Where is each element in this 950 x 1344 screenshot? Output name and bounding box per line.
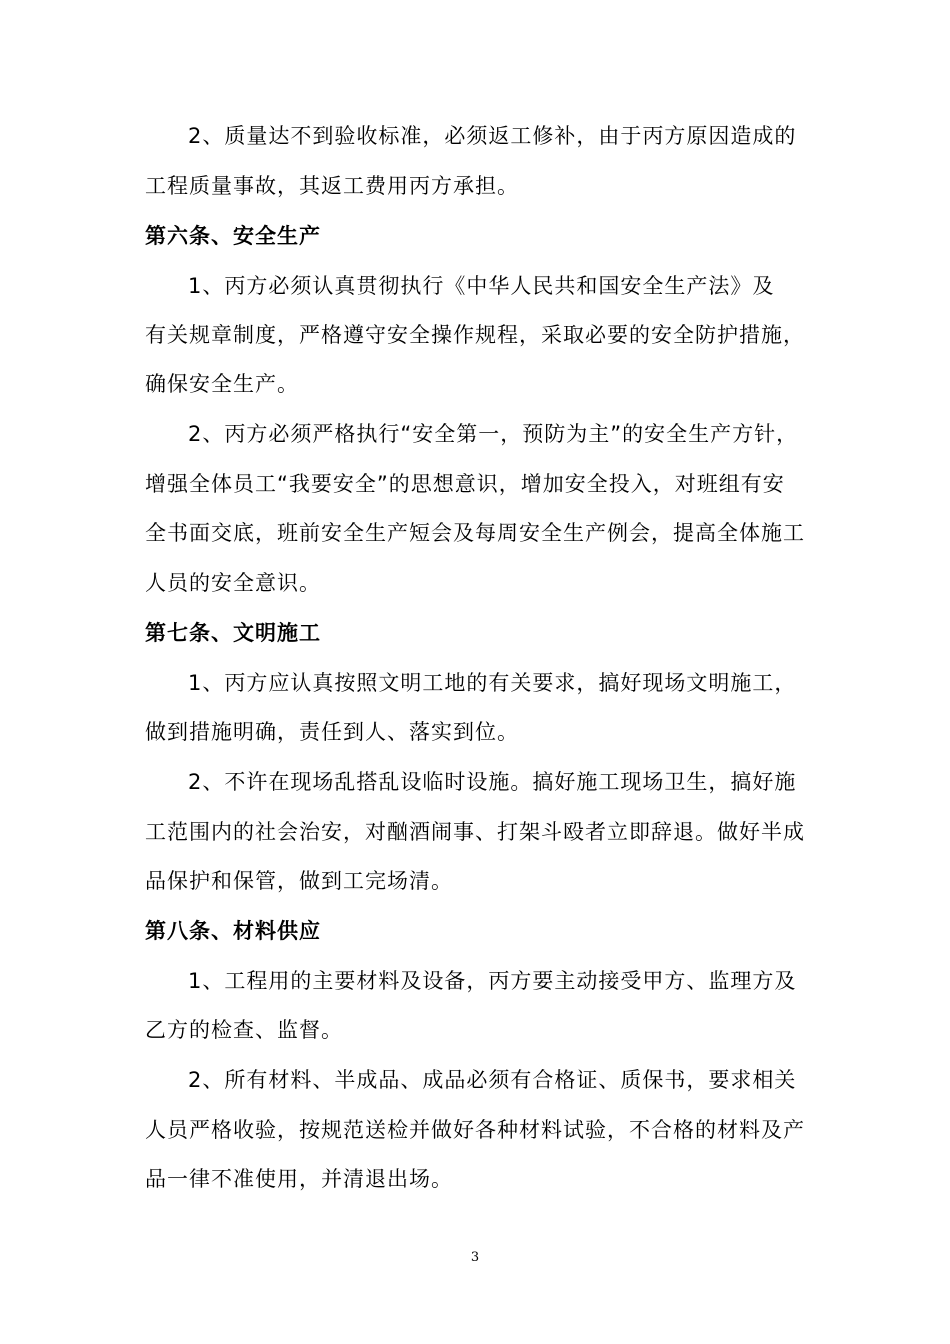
- section-heading: 第六条、安全生产: [145, 224, 321, 248]
- paragraph-line: 1、工程用的主要材料及设备，丙方要主动接受甲方、监理方及: [188, 969, 797, 993]
- paragraph-line: 品保护和保管，做到工完场清。: [145, 869, 453, 893]
- page-number: 3: [470, 1250, 480, 1265]
- paragraph-line: 2、所有材料、半成品、成品必须有合格证、质保书，要求相关: [188, 1068, 797, 1092]
- paragraph-line: 1、丙方应认真按照文明工地的有关要求，搞好现场文明施工，: [188, 671, 797, 695]
- paragraph-line: 做到措施明确，责任到人、落实到位。: [145, 720, 519, 744]
- paragraph-line: 乙方的检查、监督。: [145, 1018, 343, 1042]
- paragraph-line: 增强全体员工“我要安全”的思想意识，增加安全投入，对班组有安: [145, 472, 785, 496]
- paragraph-line: 工程质量事故，其返工费用丙方承担。: [145, 174, 519, 198]
- paragraph-line: 品一律不准使用，并清退出场。: [145, 1167, 453, 1191]
- paragraph-line: 工范围内的社会治安，对酗酒闹事、打架斗殴者立即辞退。做好半成: [145, 820, 805, 844]
- paragraph-line: 2、丙方必须严格执行“安全第一，预防为主”的安全生产方针，: [188, 422, 799, 446]
- paragraph-line: 确保安全生产。: [145, 372, 299, 396]
- paragraph-line: 有关规章制度，严格遵守安全操作规程，采取必要的安全防护措施，: [145, 323, 805, 347]
- paragraph-line: 人员的安全意识。: [145, 571, 321, 595]
- paragraph-line: 人员严格收验，按规范送检并做好各种材料试验，不合格的材料及产: [145, 1118, 805, 1142]
- paragraph-line: 2、质量达不到验收标准，必须返工修补，由于丙方原因造成的: [188, 124, 797, 148]
- paragraph-line: 全书面交底，班前安全生产短会及每周安全生产例会，提高全体施工: [145, 521, 805, 545]
- section-heading: 第八条、材料供应: [145, 919, 321, 943]
- paragraph-line: 1、丙方必须认真贯彻执行《中华人民共和国安全生产法》及: [188, 274, 775, 298]
- section-heading: 第七条、文明施工: [145, 621, 321, 645]
- paragraph-line: 2、不许在现场乱搭乱设临时设施。搞好施工现场卫生，搞好施: [188, 770, 797, 794]
